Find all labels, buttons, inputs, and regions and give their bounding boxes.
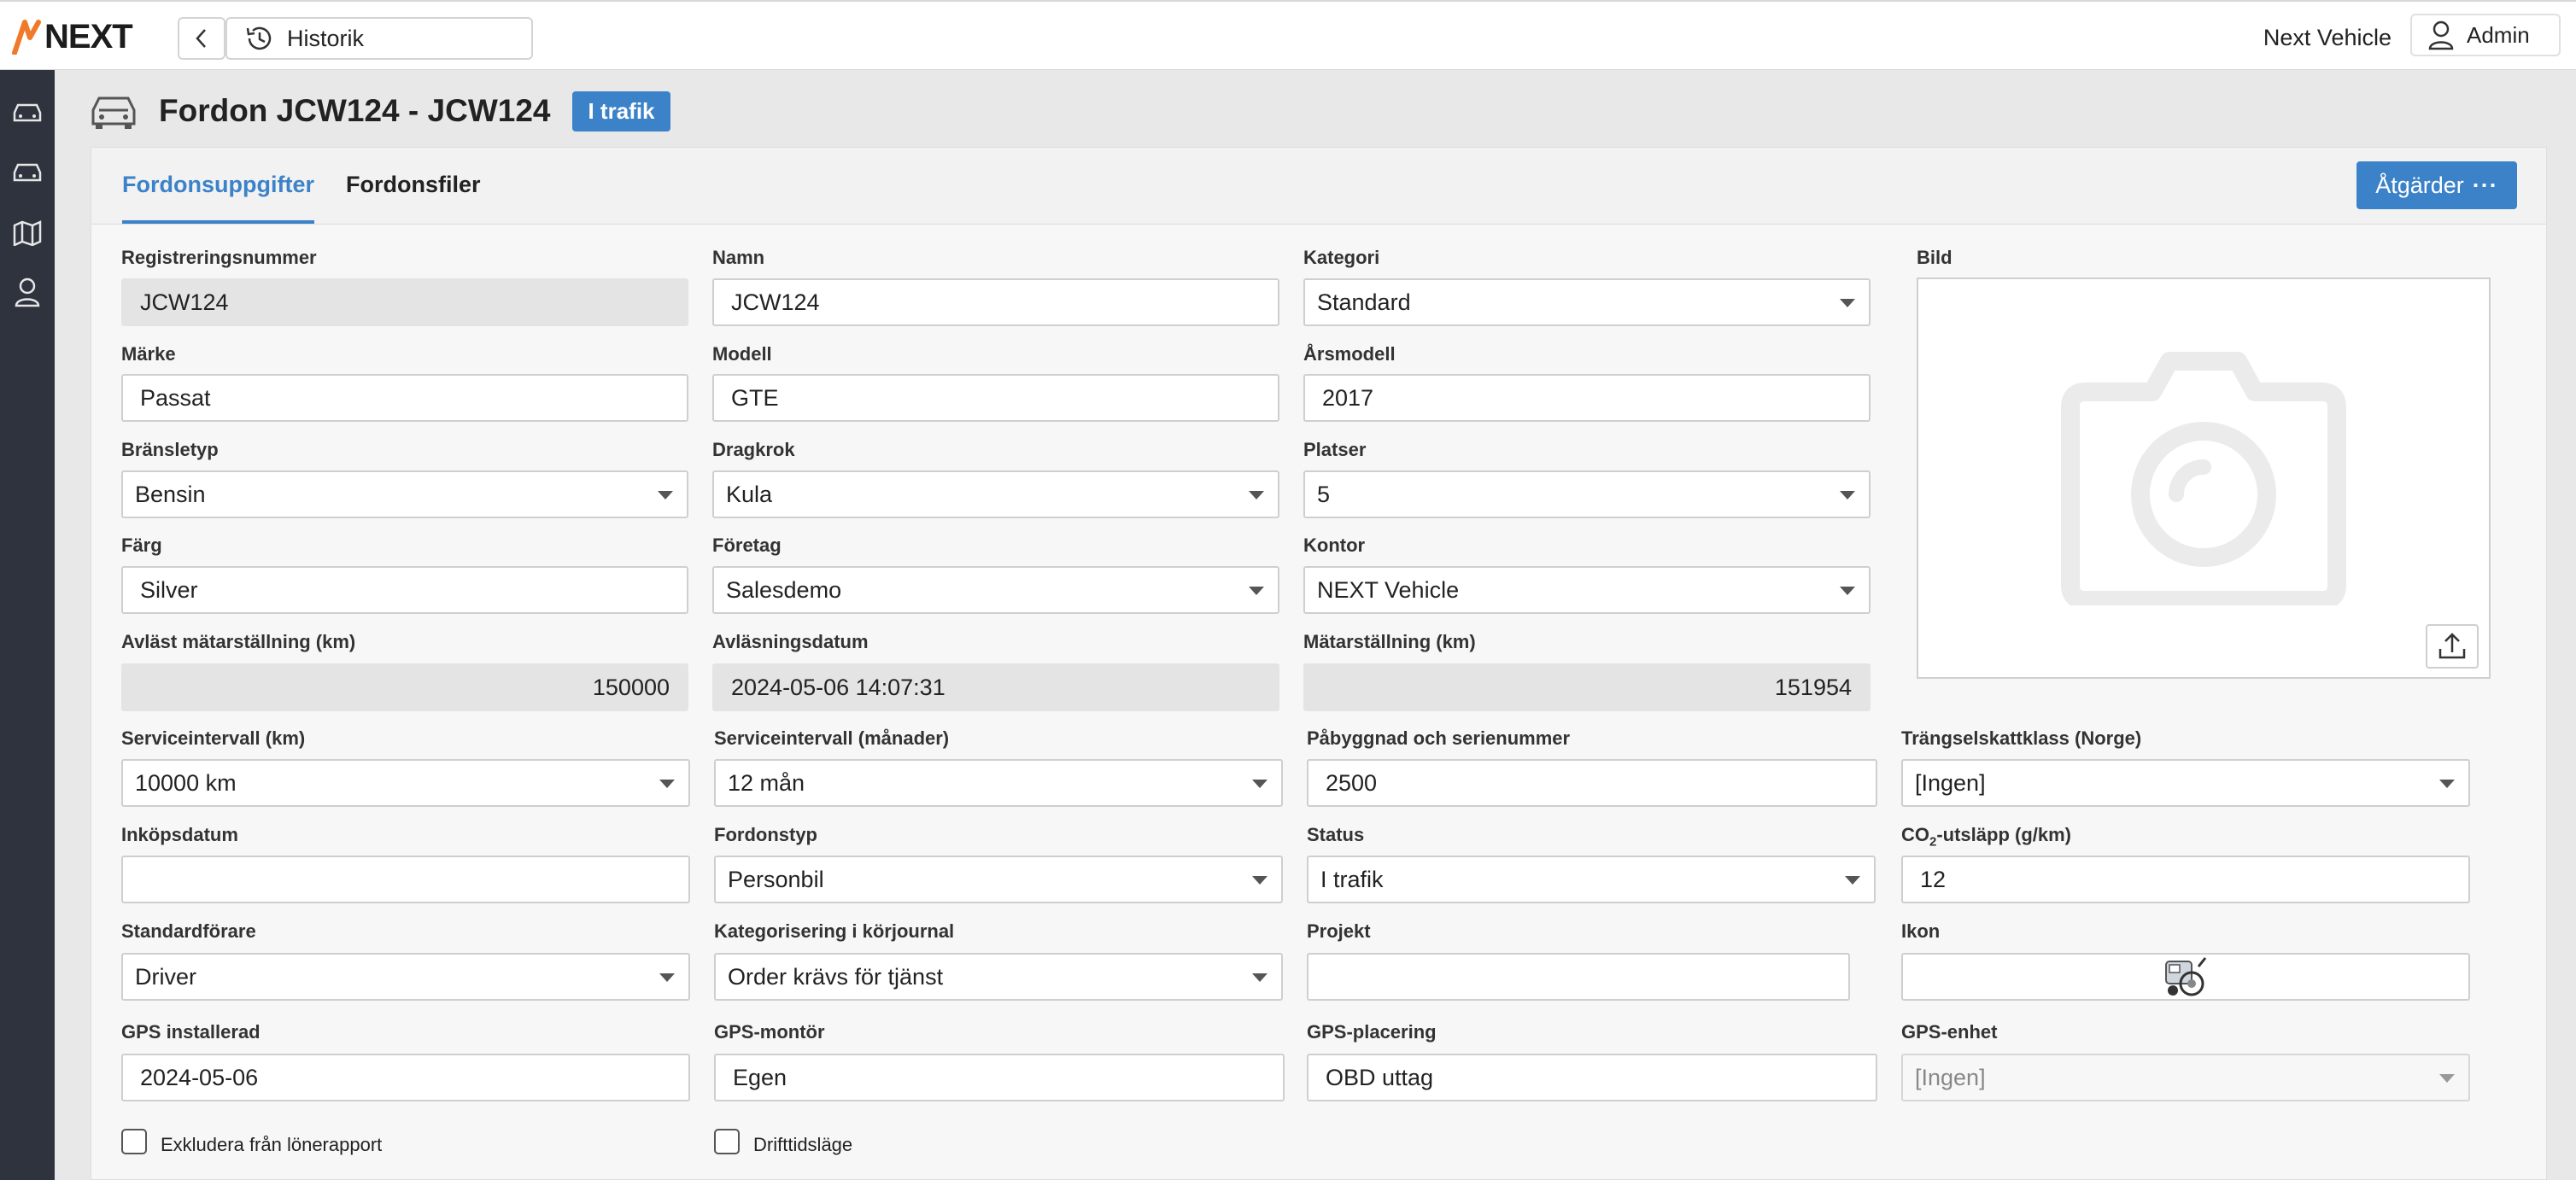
- read-odometer-label: Avläst mätarställning (km): [121, 631, 356, 652]
- journal-category-value: Order krävs för tjänst: [728, 963, 944, 990]
- gps-fitter-input[interactable]: Egen: [714, 1054, 1285, 1101]
- name-input[interactable]: JCW124: [712, 278, 1279, 326]
- body-serial-input[interactable]: 2500: [1307, 759, 1877, 807]
- chevron-down-icon: [1252, 973, 1268, 982]
- sidebar-vehicles-icon[interactable]: [7, 92, 48, 133]
- upload-icon: [2437, 632, 2468, 661]
- upload-image-button[interactable]: [2426, 624, 2479, 669]
- model-input[interactable]: GTE: [712, 374, 1279, 422]
- chevron-down-icon: [1840, 587, 1855, 595]
- seats-select[interactable]: [1303, 470, 1871, 518]
- history-button[interactable]: [225, 17, 533, 60]
- office-value: NEXT Vehicle: [1317, 576, 1460, 603]
- chevron-down-icon: [1845, 876, 1860, 885]
- seats-value: 5: [1317, 481, 1331, 507]
- tow-hook-label: Dragkrok: [712, 439, 795, 460]
- company-label: Företag: [712, 535, 782, 556]
- back-button[interactable]: [178, 17, 225, 60]
- tab-vehicle-details[interactable]: Fordonsuppgifter: [122, 172, 314, 224]
- chevron-down-icon: [1249, 491, 1264, 499]
- chevron-down-icon: [2439, 780, 2455, 788]
- body-serial-label: Påbyggnad och serienummer: [1307, 727, 1571, 749]
- exclude-salary-checkbox[interactable]: [121, 1129, 147, 1154]
- co2-label-suffix: -utsläpp (g/km): [1936, 824, 2072, 845]
- category-value: Standard: [1317, 289, 1411, 315]
- reg-number-label: Registreringsnummer: [121, 247, 317, 268]
- year-input[interactable]: 2017: [1303, 374, 1871, 422]
- project-label: Projekt: [1307, 920, 1371, 942]
- gps-unit-label: GPS-enhet: [1901, 1021, 1998, 1043]
- seats-label: Platser: [1303, 439, 1367, 460]
- next-logo[interactable]: [12, 17, 132, 56]
- history-icon: [244, 23, 275, 54]
- tab-vehicle-files[interactable]: Fordonsfiler: [346, 172, 481, 197]
- gps-placement-label: GPS-placering: [1307, 1021, 1437, 1043]
- fuel-type-label: Bränsletyp: [121, 439, 219, 460]
- actions-label: Åtgärder: [2375, 172, 2464, 198]
- service-interval-km-label: Serviceintervall (km): [121, 727, 306, 749]
- more-icon: ···: [2472, 172, 2498, 198]
- year-label: Årsmodell: [1303, 343, 1396, 365]
- service-interval-km-value: 10000 km: [135, 769, 237, 796]
- brand-input[interactable]: Passat: [121, 374, 688, 422]
- top-bar: [0, 0, 2576, 70]
- congestion-tax-select[interactable]: [1901, 759, 2470, 807]
- co2-label-subscript: 2: [1929, 834, 1937, 850]
- service-interval-km-select[interactable]: [121, 759, 690, 807]
- tow-hook-value: Kula: [726, 481, 773, 507]
- odometer-field: 151954: [1303, 663, 1871, 711]
- sidebar-fleet-icon[interactable]: [7, 152, 48, 193]
- vehicle-type-select[interactable]: [714, 856, 1283, 903]
- page-header: [89, 84, 670, 138]
- actions-button[interactable]: [2356, 161, 2517, 209]
- service-interval-months-value: 12 mån: [728, 769, 805, 796]
- vehicle-image-box: [1917, 277, 2491, 679]
- co2-label: [1901, 824, 2071, 849]
- page-title: Fordon JCW124 - JCW124: [159, 93, 551, 128]
- odometer-label: Mätarställning (km): [1303, 631, 1476, 652]
- sidebar-map-icon[interactable]: [7, 212, 48, 253]
- history-label: Historik: [287, 25, 365, 51]
- congestion-tax-value: [Ingen]: [1915, 769, 1986, 796]
- car-icon: [12, 101, 43, 125]
- chevron-down-icon: [2439, 1074, 2455, 1083]
- logo-text: NEXT: [44, 17, 132, 55]
- journal-category-select[interactable]: [714, 953, 1283, 1001]
- color-label: Färg: [121, 535, 162, 556]
- office-label: Kontor: [1303, 535, 1366, 556]
- chevron-down-icon: [659, 973, 675, 982]
- icon-picker[interactable]: [1901, 953, 2470, 1001]
- purchase-date-input[interactable]: [121, 856, 690, 903]
- chevron-down-icon: [1840, 299, 1855, 307]
- color-input[interactable]: Silver: [121, 566, 688, 614]
- vehicle-type-value: Personbil: [728, 866, 824, 892]
- sidebar-users-icon[interactable]: [7, 272, 48, 313]
- congestion-tax-label: Trängselskattklass (Norge): [1901, 727, 2142, 749]
- model-label: Modell: [712, 343, 772, 365]
- chevron-down-icon: [1252, 780, 1268, 788]
- image-label: Bild: [1917, 247, 1952, 268]
- vehicle-icon: [89, 91, 138, 131]
- tow-hook-select[interactable]: [712, 470, 1279, 518]
- vehicle-type-label: Fordonstyp: [714, 824, 817, 845]
- chevron-down-icon: [1840, 491, 1855, 499]
- gps-unit-value: [Ingen]: [1915, 1064, 1986, 1090]
- reg-number-field: JCW124: [121, 278, 688, 326]
- project-input[interactable]: [1307, 953, 1850, 1001]
- status-value: I trafik: [1320, 866, 1384, 892]
- wheelchair-vehicle-icon: [2161, 955, 2210, 999]
- icon-label: Ikon: [1901, 920, 1941, 942]
- brand-label: Märke: [121, 343, 176, 365]
- gps-installed-input[interactable]: 2024-05-06: [121, 1054, 690, 1101]
- service-interval-months-label: Serviceintervall (månader): [714, 727, 950, 749]
- car-icon: [12, 161, 43, 184]
- purchase-date-label: Inköpsdatum: [121, 824, 238, 845]
- sidebar: [0, 70, 55, 1180]
- user-icon: [14, 277, 41, 307]
- service-interval-months-select[interactable]: [714, 759, 1283, 807]
- chevron-down-icon: [1249, 587, 1264, 595]
- camera-placeholder-icon: [2058, 349, 2349, 605]
- journal-category-label: Kategorisering i körjournal: [714, 920, 955, 942]
- organization-name: Next Vehicle: [2263, 25, 2392, 50]
- logo-mark-icon: [12, 19, 41, 55]
- operation-mode-checkbox[interactable]: [714, 1129, 740, 1154]
- name-label: Namn: [712, 247, 765, 268]
- gps-fitter-label: GPS-montör: [714, 1021, 825, 1043]
- gps-unit-select: [1901, 1054, 2470, 1101]
- status-badge: I trafik: [572, 91, 670, 131]
- company-select[interactable]: [712, 566, 1279, 614]
- user-menu-button[interactable]: [2410, 14, 2561, 56]
- co2-label-prefix: CO: [1901, 824, 1929, 845]
- status-label: Status: [1307, 824, 1365, 845]
- category-label: Kategori: [1303, 247, 1380, 268]
- reading-date-field: 2024-05-06 14:07:31: [712, 663, 1279, 711]
- gps-installed-label: GPS installerad: [121, 1021, 261, 1043]
- chevron-down-icon: [658, 491, 673, 499]
- user-icon: [2427, 20, 2455, 50]
- tab-bar: [91, 148, 2546, 225]
- office-select[interactable]: [1303, 566, 1871, 614]
- user-name: Admin: [2467, 21, 2530, 48]
- fuel-type-select[interactable]: [121, 470, 688, 518]
- chevron-down-icon: [659, 780, 675, 788]
- chevron-down-icon: [1252, 876, 1268, 885]
- exclude-salary-label: Exkludera från lönerapport: [161, 1134, 383, 1155]
- gps-placement-input[interactable]: OBD uttag: [1307, 1054, 1877, 1101]
- category-select[interactable]: [1303, 278, 1871, 326]
- co2-input[interactable]: 12: [1901, 856, 2470, 903]
- read-odometer-field: 150000: [121, 663, 688, 711]
- map-icon: [12, 219, 43, 246]
- status-select[interactable]: [1307, 856, 1876, 903]
- company-value: Salesdemo: [726, 576, 842, 603]
- operation-mode-label: Drifttidsläge: [753, 1134, 853, 1155]
- default-driver-select[interactable]: [121, 953, 690, 1001]
- default-driver-value: Driver: [135, 963, 196, 990]
- fuel-type-value: Bensin: [135, 481, 206, 507]
- chevron-left-icon: [193, 27, 210, 50]
- default-driver-label: Standardförare: [121, 920, 256, 942]
- reading-date-label: Avläsningsdatum: [712, 631, 869, 652]
